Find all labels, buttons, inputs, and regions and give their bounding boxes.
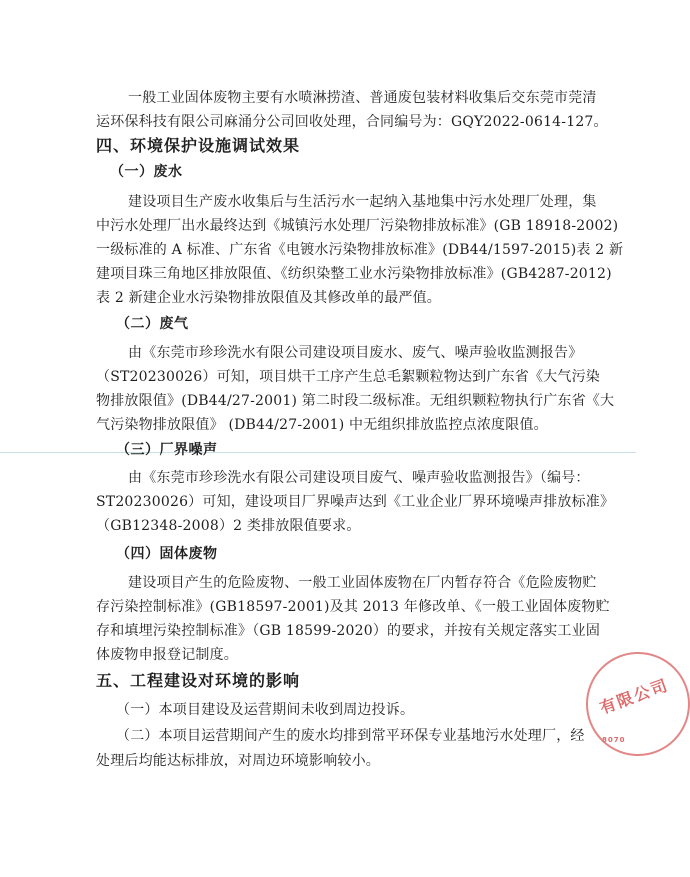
paragraph-line: （GB12348-2008）2 类排放限值要求。 <box>96 518 361 534</box>
paragraph-line: 表 2 新建企业水污染物排放限值及其修改单的最严值。 <box>96 290 442 306</box>
scan-line <box>0 452 636 453</box>
paragraph-line: 存和填埋污染控制标准》（GB 18599-2020）的要求，并按有关规定落实工业固 <box>96 623 601 639</box>
paragraph-line: （一）本项目建设及运营期间未收到周边投诉。 <box>116 702 415 718</box>
section-heading: 五、工程建设对环境的影响 <box>96 671 301 690</box>
paragraph-line: 建项目珠三角地区排放限值、《纺织染整工业水污染物排放标准》(GB4287-2012) <box>96 266 612 282</box>
paragraph-line: 物排放限值》(DB44/27-2001) 第二时段二级标准。无组织颗粒物执行广东省《大 <box>96 393 615 409</box>
paragraph-line: （二）本项目运营期间产生的废水均排到常平环保专业基地污水处理厂，经 <box>116 728 585 744</box>
paragraph-line: 建设项目产生的危险废物、一般工业固体废物在厂内暂存符合《危险废物贮 <box>128 575 597 591</box>
subsection-heading: （三）厂界噪声 <box>116 442 218 458</box>
subsection-heading: （四）固体废物 <box>116 546 218 562</box>
seal-number: 8070 <box>602 736 626 744</box>
paragraph-line: 一般工业固体废物主要有水喷淋捞渣、普通废包装材料收集后交东莞市莞清 <box>128 90 597 106</box>
paragraph-line: 处理后均能达标排放，对周边环境影响较小。 <box>96 753 380 769</box>
section-heading: 四、环境保护设施调试效果 <box>96 136 301 155</box>
paragraph-line: 由《东莞市珍珍洗水有限公司建设项目废水、废气、噪声验收监测报告》 <box>128 345 583 361</box>
paragraph-line: 由《东莞市珍珍洗水有限公司建设项目废气、噪声验收监测报告》（编号： <box>128 470 590 486</box>
seal-text: 有限公司 <box>597 675 672 718</box>
paragraph-line: 建设项目生产废水收集后与生活污水一起纳入基地集中污水处理厂处理，集 <box>128 194 597 210</box>
paragraph-line: ST20230026）可知，建设项目厂界噪声达到《工业企业厂界环境噪声排放标准》 <box>96 494 615 510</box>
paragraph-line: 气污染物排放限值》 (DB44/27-2001) 中无组织排放监控点浓度限值。 <box>96 417 548 433</box>
subsection-heading: （一）废水 <box>110 164 183 180</box>
subsection-heading: （二）废气 <box>116 316 189 332</box>
paragraph-line: （ST20230026）可知，项目烘干工序产生总毛絮颗粒物达到广东省《大气污染 <box>96 369 600 385</box>
paragraph-line: 体废物申报登记制度。 <box>96 647 238 663</box>
paragraph-line: 存污染控制标准》(GB18597-2001)及其 2013 年修改单、《一般工业固体废物贮 <box>96 599 610 615</box>
paragraph-line: 一级标准的 A 标准、广东省《电镀水污染物排放标准》(DB44/1597-2015)表 2 新 <box>96 242 624 258</box>
paragraph-line: 运环保科技有限公司麻涌分公司回收处理，合同编号为：GQY2022-0614-127。 <box>96 114 608 130</box>
paragraph-line: 中污水处理厂出水最终达到《城镇污水处理厂污染物排放标准》(GB 18918-2002) <box>96 218 619 234</box>
company-seal-stamp <box>586 652 690 756</box>
